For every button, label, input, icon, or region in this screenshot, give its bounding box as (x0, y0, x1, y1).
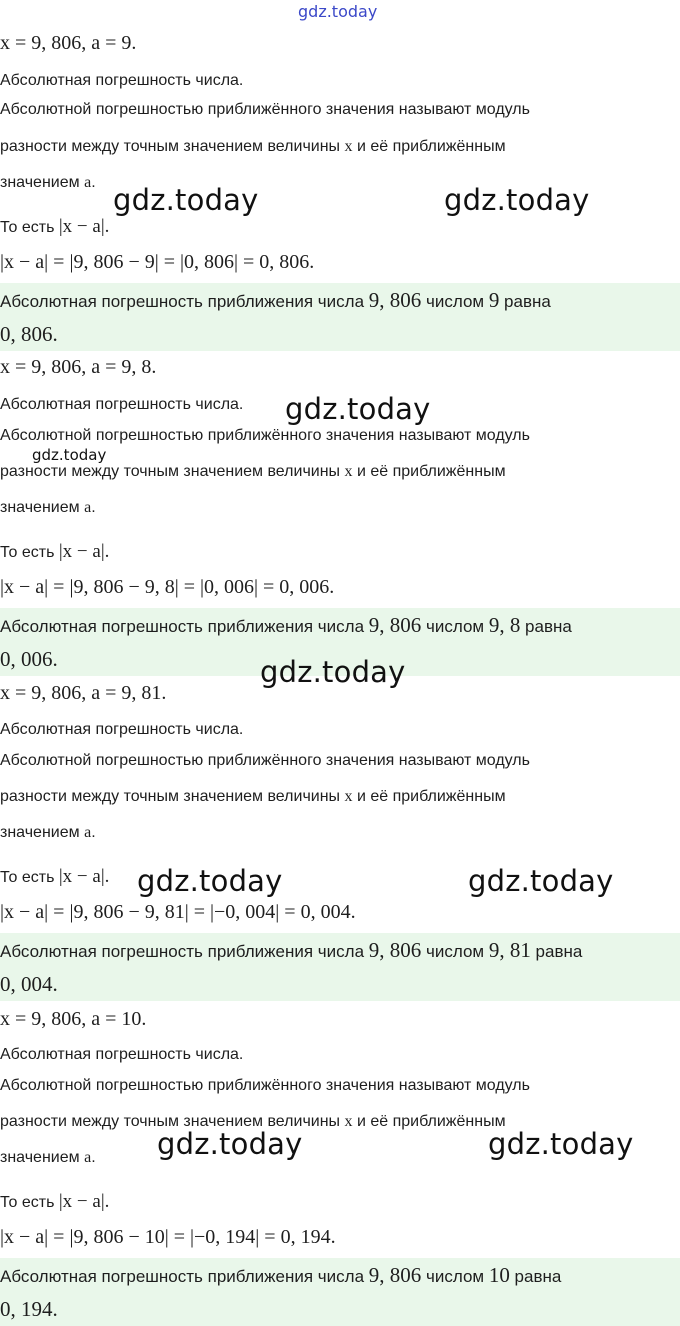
result-statement: Абсолютная погрешность приближения числа 9, 806 числом 9 равна (0, 288, 551, 312)
watermark: gdz.today (137, 864, 283, 898)
section-title: Абсолютная погрешность числа. (0, 72, 244, 89)
definition-line-3: значением a. (0, 499, 96, 516)
calculation: |x − a| = |9, 806 − 9| = |0, 806| = 0, 806. (0, 251, 315, 273)
watermark: gdz.today (113, 183, 259, 217)
result-value: 0, 006. (0, 647, 58, 671)
section-title: Абсолютная погрешность числа. (0, 1046, 244, 1063)
definition-line-2: разности между точным значением величины x и её приближённым (0, 463, 506, 480)
definition-line-1: Абсолютной погрешностью приближённого значения называют модуль (0, 427, 530, 444)
section-title: Абсолютная погрешность числа. (0, 396, 244, 413)
header-formula: x = 9, 806, a = 9, 81. (0, 682, 167, 704)
definition-line-1: Абсолютной погрешностью приближённого значения называют модуль (0, 101, 530, 118)
definition-line-2: разности между точным значением величины x и её приближённым (0, 138, 506, 155)
definition-line-3: значением a. (0, 1149, 96, 1166)
that-is-line: То есть |x − a|. (0, 541, 110, 562)
watermark: gdz.today (444, 183, 590, 217)
calculation: |x − a| = |9, 806 − 10| = |−0, 194| = 0, 194. (0, 1226, 336, 1248)
header-formula: x = 9, 806, a = 9, 8. (0, 356, 157, 378)
watermark: gdz.today (468, 864, 614, 898)
header-formula: x = 9, 806, a = 9. (0, 32, 137, 54)
section-title: Абсолютная погрешность числа. (0, 721, 244, 738)
that-is-line: То есть |x − a|. (0, 216, 110, 237)
definition-line-2: разности между точным значением величины x и её приближённым (0, 788, 506, 805)
result-callout (0, 933, 680, 1001)
that-is-line: То есть |x − a|. (0, 866, 110, 887)
header-formula: x = 9, 806, a = 10. (0, 1008, 147, 1030)
result-callout (0, 1258, 680, 1326)
watermark: gdz.today (32, 446, 107, 464)
definition-line-1: Абсолютной погрешностью приближённого значения называют модуль (0, 752, 530, 769)
result-statement: Абсолютная погрешность приближения числа 9, 806 числом 9, 81 равна (0, 938, 583, 962)
calculation: |x − a| = |9, 806 − 9, 8| = |0, 006| = 0, 006. (0, 576, 335, 598)
calculation: |x − a| = |9, 806 − 9, 81| = |−0, 004| = 0, 004. (0, 901, 356, 923)
result-value: 0, 806. (0, 322, 58, 346)
definition-line-3: значением a. (0, 824, 96, 841)
result-value: 0, 194. (0, 1297, 58, 1321)
watermark: gdz.today (488, 1127, 634, 1161)
result-callout (0, 283, 680, 351)
definition-line-1: Абсолютной погрешностью приближённого значения называют модуль (0, 1077, 530, 1094)
watermark: gdz.today (260, 655, 406, 689)
watermark-top: gdz.today (298, 2, 378, 21)
watermark: gdz.today (157, 1127, 303, 1161)
result-statement: Абсолютная погрешность приближения числа 9, 806 числом 9, 8 равна (0, 613, 572, 637)
definition-line-2: разности между точным значением величины x и её приближённым (0, 1113, 506, 1130)
result-value: 0, 004. (0, 972, 58, 996)
watermark: gdz.today (285, 392, 431, 426)
definition-line-3: значением a. (0, 174, 96, 191)
that-is-line: То есть |x − a|. (0, 1191, 110, 1212)
result-statement: Абсолютная погрешность приближения числа 9, 806 числом 10 равна (0, 1263, 562, 1287)
